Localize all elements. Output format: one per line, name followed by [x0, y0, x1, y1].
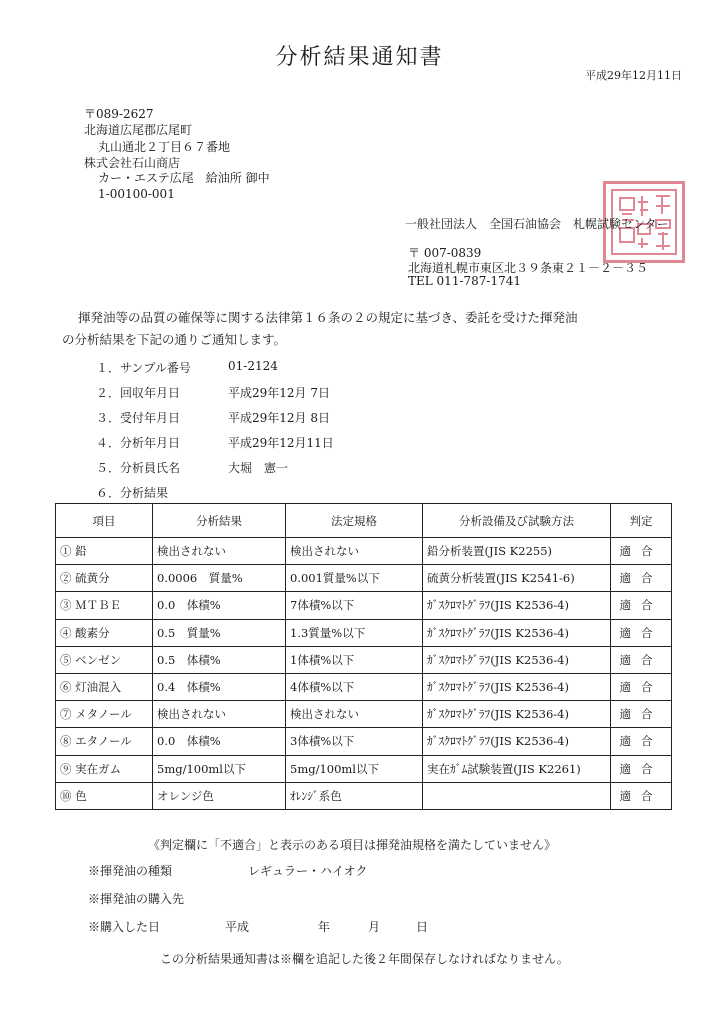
cell-method: ｶﾞｽｸﾛﾏﾄｸﾞﾗﾌ(JIS K2536-4): [423, 673, 611, 700]
cell-item: ④ 酸素分: [56, 619, 153, 646]
fuel-type-value: レギュラー・ハイオク: [248, 864, 368, 878]
cell-judgement: 適合: [611, 701, 672, 728]
cell-item: ⑨ 実在ガム: [56, 755, 153, 782]
item-collection-date-value: 平成29年12月 7日: [228, 386, 330, 400]
cell-item: ⑦ メタノール: [56, 701, 153, 728]
header-standard: 法定規格: [286, 504, 423, 538]
cell-result: 0.0006 質量%: [153, 565, 286, 592]
cell-standard: 4体積%以下: [286, 673, 423, 700]
item-analyst-value: 大堀 憲一: [228, 461, 289, 475]
intro-line-2: の分析結果を下記の通りご通知します。: [62, 332, 287, 347]
cell-method: ｶﾞｽｸﾛﾏﾄｸﾞﾗﾌ(JIS K2536-4): [423, 592, 611, 619]
table-row: [56, 646, 672, 673]
table-row: [56, 782, 672, 809]
purchase-date-year-unit: 年: [318, 920, 331, 934]
sender-organization: 一般社団法人 全国石油協会 札幌試験センター: [405, 217, 669, 231]
retention-notice: この分析結果通知書は※欄を追記した後２年間保存しなければなりません。: [160, 952, 569, 966]
cell-judgement: 適合: [611, 673, 672, 700]
cell-result: 0.4 体積%: [153, 673, 286, 700]
cell-judgement: 適合: [611, 646, 672, 673]
cell-method: ｶﾞｽｸﾛﾏﾄｸﾞﾗﾌ(JIS K2536-4): [423, 619, 611, 646]
cell-item: ⑤ ベンゼン: [56, 646, 153, 673]
cell-standard: 1体積%以下: [286, 646, 423, 673]
cell-item: ③ ＭＴＢＥ: [56, 592, 153, 619]
table-row: [56, 565, 672, 592]
recipient-station: カー・エステ広尾 給油所 御中: [98, 171, 270, 185]
recipient-address-line2: 丸山通北２丁目６７番地: [98, 140, 231, 154]
cell-standard: 7体積%以下: [286, 592, 423, 619]
cell-judgement: 適合: [611, 782, 672, 809]
table-row: [56, 619, 672, 646]
sender-postal: 〒 007-0839: [408, 246, 482, 260]
cell-judgement: 適合: [611, 619, 672, 646]
analysis-results-table: [55, 503, 672, 810]
purchase-date-label: ※購入した日: [88, 920, 161, 934]
cell-item: ⑥ 灯油混入: [56, 673, 153, 700]
item-collection-date-label: ２．回収年月日: [96, 386, 181, 400]
issue-date: 平成29年12月11日: [585, 69, 682, 82]
cell-standard: ｵﾚﾝｼﾞ系色: [286, 782, 423, 809]
cell-item: ⑩ 色: [56, 782, 153, 809]
cell-item: ② 硫黄分: [56, 565, 153, 592]
cell-result: 検出されない: [153, 538, 286, 565]
cell-judgement: 適合: [611, 538, 672, 565]
header-method: 分析設備及び試験方法: [423, 504, 611, 538]
cell-standard: 検出されない: [286, 538, 423, 565]
header-result: 分析結果: [153, 504, 286, 538]
recipient-address-line1: 北海道広尾郡広尾町: [84, 123, 193, 137]
item-analysis-date-label: ４．分析年月日: [96, 436, 181, 450]
cell-standard: 3体積%以下: [286, 728, 423, 755]
table-header-row: [56, 504, 672, 538]
item-analyst-label: ５．分析員氏名: [96, 461, 181, 475]
item-receipt-date-value: 平成29年12月 8日: [228, 411, 330, 425]
cell-method: 硫黄分析装置(JIS K2541-6): [423, 565, 611, 592]
header-item: 項目: [56, 504, 153, 538]
cell-result: オレンジ色: [153, 782, 286, 809]
header-judgement: 判定: [611, 504, 672, 538]
cell-result: 5mg/100ml以下: [153, 755, 286, 782]
cell-result: 0.5 体積%: [153, 646, 286, 673]
item-sample-number-label: １．サンプル番号: [96, 361, 191, 375]
document-title: 分析結果通知書: [275, 45, 444, 70]
table-row: [56, 538, 672, 565]
cell-item: ⑧ エタノール: [56, 728, 153, 755]
cell-method: ｶﾞｽｸﾛﾏﾄｸﾞﾗﾌ(JIS K2536-4): [423, 728, 611, 755]
item-sample-number-value: 01-2124: [228, 359, 278, 373]
cell-standard: 1.3質量%以下: [286, 619, 423, 646]
cell-method: ｶﾞｽｸﾛﾏﾄｸﾞﾗﾌ(JIS K2536-4): [423, 646, 611, 673]
cell-judgement: 適合: [611, 565, 672, 592]
cell-item: ① 鉛: [56, 538, 153, 565]
sender-address: 北海道札幌市東区北３９条東２１－２－３５: [408, 261, 649, 275]
sender-tel: TEL 011-787-1741: [408, 274, 522, 288]
cell-result: 0.0 体積%: [153, 728, 286, 755]
recipient-postal: 〒089-2627: [84, 107, 154, 121]
cell-judgement: 適合: [611, 728, 672, 755]
table-row: [56, 728, 672, 755]
judgement-note: 《判定欄に「不適合」と表示のある項目は揮発油規格を満たしていません》: [148, 838, 557, 852]
cell-result: 0.5 質量%: [153, 619, 286, 646]
table-row: [56, 592, 672, 619]
cell-judgement: 適合: [611, 755, 672, 782]
cell-method: 鉛分析装置(JIS K2255): [423, 538, 611, 565]
cell-method: [423, 782, 611, 809]
cell-method: ｶﾞｽｸﾛﾏﾄｸﾞﾗﾌ(JIS K2536-4): [423, 701, 611, 728]
fuel-type-label: ※揮発油の種類: [88, 864, 173, 878]
cell-standard: 0.001質量%以下: [286, 565, 423, 592]
table-row: [56, 701, 672, 728]
intro-line-1: 揮発油等の品質の確保等に関する法律第１６条の２の規定に基づき、委託を受けた揮発油: [78, 310, 578, 325]
cell-judgement: 適合: [611, 592, 672, 619]
item-analysis-date-value: 平成29年12月11日: [228, 436, 334, 450]
purchase-date-month-unit: 月: [368, 920, 381, 934]
recipient-code: 1-00100-001: [98, 187, 175, 201]
cell-result: 0.0 体積%: [153, 592, 286, 619]
table-row: [56, 755, 672, 782]
purchase-source-label: ※揮発油の購入先: [88, 892, 185, 906]
cell-standard: 検出されない: [286, 701, 423, 728]
purchase-date-day-unit: 日: [416, 920, 429, 934]
purchase-date-era: 平成: [225, 920, 250, 934]
cell-method: 実在ｶﾞﾑ試験装置(JIS K2261): [423, 755, 611, 782]
item-results-label: ６．分析結果: [96, 486, 169, 500]
table-row: [56, 673, 672, 700]
cell-standard: 5mg/100ml以下: [286, 755, 423, 782]
cell-result: 検出されない: [153, 701, 286, 728]
recipient-company: 株式会社石山商店: [84, 156, 181, 170]
item-receipt-date-label: ３．受付年月日: [96, 411, 181, 425]
